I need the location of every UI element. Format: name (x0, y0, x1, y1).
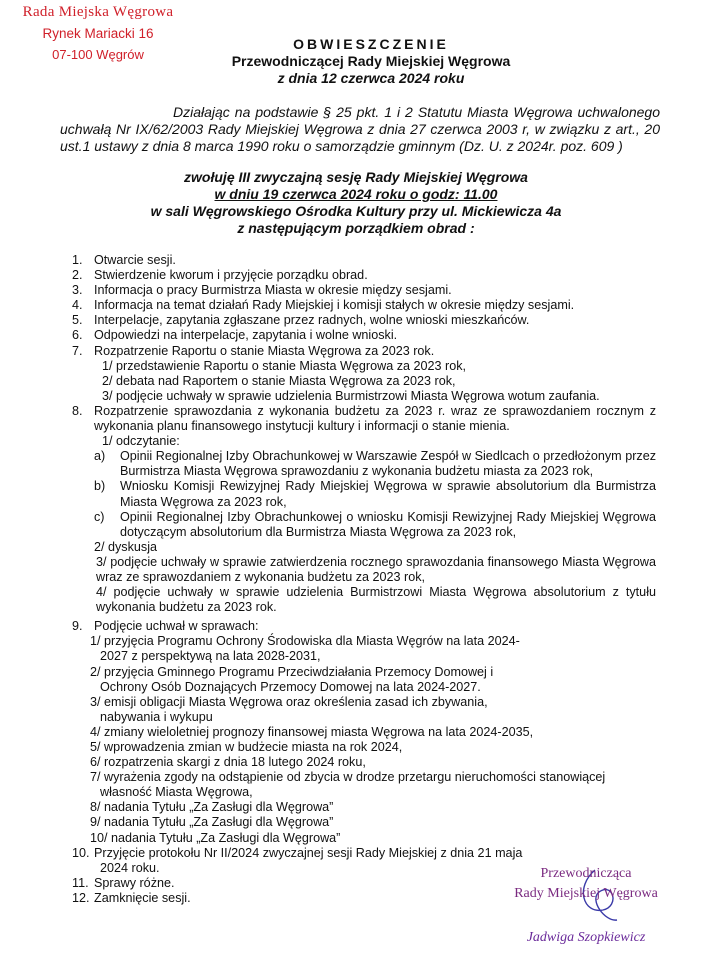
agenda-item: 9. Podjęcie uchwał w sprawach: (72, 619, 259, 634)
convocation-line-1: zwołuję III zwyczajną sesję Rady Miejskiej Węgrowa (184, 169, 528, 185)
signature-role-1: Przewodnicząca (540, 866, 632, 881)
agenda-subitem: 7/ wyrażenia zgody na odstąpienie od zbycia w drodze przetargu nieruchomości stanowiącej (90, 770, 606, 785)
agenda-subitem: 2/ przyjęcia Gminnego Programu Przeciwdziałania Przemocy Domowej i (90, 664, 494, 679)
agenda-subitem: 3/ podjęcie uchwały w sprawie zatwierdzenia rocznego sprawozdania finansowego Miasta Węgrowa wraz ze sprawozdaniem z wykonania budżetu za 2023 rok, (96, 554, 656, 584)
legal-basis-paragraph (60, 104, 660, 155)
agenda-item: 8. Rozpatrzenie sprawozdania z wykonania budżetu za 2023 r. wraz ze sprawozdaniem rocznym z wykonania planu finansowego instytucji kultury i informacji o stanie mienia. (72, 403, 656, 434)
agenda-subitem-a: a) Opinii Regionalnej Izby Obrachunkowej w Warszawie Zespół w Siedlcach o przedłożonym przez Burmistrza Miasta Węgrowa sprawozdaniu z wykonania budżetu miasta za 2023 rok, (94, 449, 656, 479)
agenda-list (72, 253, 656, 906)
agenda-subitem: 1/ przyjęcia Programu Ochrony Środowiska dla Miasta Węgrów na lata 2024- (90, 634, 520, 649)
agenda-item: 10. Przyjęcie protokołu Nr II/2024 zwyczajnej sesji Rady Miejskiej z dnia 21 maja (72, 845, 523, 860)
convocation-block (0, 169, 712, 237)
agenda-subitem-cont: 2027 z perspektywą na lata 2028-2031, (100, 649, 321, 664)
convocation-venue: w sali Węgrowskiego Ośrodka Kultury przy ul. Mickiewicza 4a (150, 203, 562, 219)
stamp-line-2: Rynek Mariacki 16 (42, 26, 154, 41)
agenda-subitem: 1/ przedstawienie Raportu o stanie Miasta Węgrowa za 2023 rok, (102, 358, 467, 373)
agenda-subitem: 10/ nadania Tytułu „Za Zasługi dla Węgrowa” (90, 830, 341, 845)
agenda-item: 6. Odpowiedzi na interpelacje, zapytania i wolne wnioski. (72, 328, 398, 343)
agenda-subitem: 5/ wprowadzenia zmian w budżecie miasta na rok 2024, (90, 740, 403, 754)
signature-block (496, 864, 676, 948)
agenda-subitem-c: c) Opinii Regionalnej Izby Obrachunkowej o wniosku Komisji Rewizyjnej Rady Miejskiej Węgrowa dotyczącym absolutorium dla Burmistrza Miasta Węgrowa za 2023 rok, (94, 509, 656, 539)
document-title: OBWIESZCZENIE (293, 36, 449, 52)
agenda-subitem: 4/ podjęcie uchwały w sprawie udzielenia Burmistrzowi Miasta Węgrowa absolutorium z tytułu wykonania budżetu za 2023 rok. (96, 585, 656, 615)
document-date: z dnia 12 czerwca 2024 roku (277, 70, 465, 86)
agenda-item-cont: 2024 roku. (100, 860, 160, 875)
agenda-item: 2. Stwierdzenie kworum i przyjęcie porządku obrad. (72, 268, 368, 283)
agenda-subitem: 1/ odczytanie: (102, 434, 180, 449)
agenda-subitem-cont: Ochrony Osób Doznających Przemocy Domowej na lata 2024-2027. (100, 679, 481, 694)
agenda-subitem: 2/ debata nad Raportem o stanie Miasta Węgrowa za 2023 rok, (102, 373, 456, 388)
agenda-subitem: 6/ rozpatrzenia skargi z dnia 18 lutego 2024 roku, (90, 755, 366, 770)
agenda-subitem: 4/ zmiany wieloletniej prognozy finansowej miasta Węgrowa na lata 2024-2035, (90, 724, 534, 739)
agenda-item: 7. Rozpatrzenie Raportu o stanie Miasta Węgrowa za 2023 rok. (72, 343, 435, 358)
agenda-item: 12. Zamknięcie sesji. (72, 890, 191, 905)
agenda-item: 3. Informacja o pracy Burmistrza Miasta w okresie między sesjami. (72, 283, 452, 298)
stamp-line-1: Rada Miejska Węgrowa (22, 4, 174, 20)
agenda-subitem-cont: nabywania i wykupu (100, 709, 213, 724)
document-header (0, 36, 712, 87)
agenda-item: 1. Otwarcie sesji. (72, 253, 176, 267)
agenda-subitem: 2/ dyskusja (94, 539, 157, 554)
convocation-date-time: w dniu 19 czerwca 2024 roku o godz: 11.00 (214, 186, 498, 202)
stamp-line-3: 07-100 Węgrów (52, 47, 144, 62)
agenda-subitem-b: b) Wniosku Komisji Rewizyjnej Rady Miejskiej Węgrowa w sprawie absolutorium dla Burmistrza Miasta Węgrowa za 2023 rok, (94, 479, 656, 509)
document-subtitle: Przewodniczącej Rady Miejskiej Węgrowa (231, 53, 511, 69)
agenda-subitem-cont: własność Miasta Węgrowa, (100, 785, 253, 800)
agenda-subitem: 8/ nadania Tytułu „Za Zasługi dla Węgrowa” (90, 800, 334, 815)
signature-name: Jadwiga Szopkiewicz (526, 930, 646, 945)
agenda-subitem: 3/ podjęcie uchwały w sprawie udzielenia Burmistrzowi Miasta Węgrowa wotum zaufania. (102, 388, 600, 403)
agenda-item: 4. Informacja na temat działań Rady Miejskiej i komisji stałych w okresie między sesjami. (72, 298, 575, 313)
legal-basis-text: Działając na podstawie § 25 pkt. 1 i 2 Statutu Miasta Węgrowa uchwalonego uchwałą Nr IX/62/2003 Rady Miejskiej Węgrowa z dnia 27 czerwca 2003 r, w związku z art., 20 ust.1 ustawy z dnia 8 marca 1990 roku o samorządzie gminnym (Dz. U. z 2024r. poz. 609 ) (60, 104, 660, 154)
convocation-agenda-intro: z następującym porządkiem obrad : (237, 220, 475, 236)
agenda-item: 11. Sprawy różne. (72, 875, 175, 890)
agenda-subitem: 3/ emisji obligacji Miasta Węgrowa oraz określenia zasad ich zbywania, (90, 694, 488, 709)
agenda-subitem: 9/ nadania Tytułu „Za Zasługi dla Węgrowa” (90, 815, 334, 830)
agenda-item: 5. Interpelacje, zapytania zgłaszane przez radnych, wolne wnioski mieszkańców. (72, 313, 530, 328)
signature-role-2: Rady Miejskiej Węgrowa (514, 886, 658, 901)
